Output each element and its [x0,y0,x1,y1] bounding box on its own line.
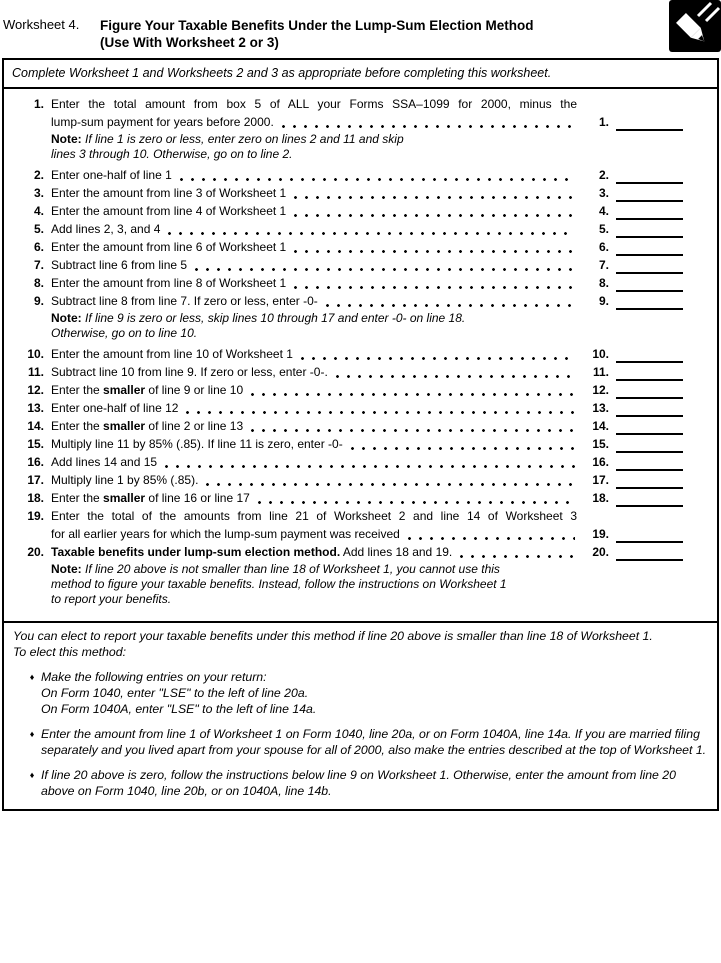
line-text [51,256,577,274]
line-label: Add lines 14 and 15 [51,455,158,469]
note-line: to report your benefits. [51,592,172,606]
worksheet-box [2,58,719,811]
worksheet-line [8,202,683,220]
answer-line-number: 17. [592,473,609,487]
line-text-row [51,202,577,220]
line-text-row [51,435,577,453]
line-label: Multiply line 1 by 85% (.85). [51,473,199,487]
line-note [51,311,563,341]
worksheet-label: Worksheet 4. [3,17,80,32]
dot-leader [408,529,575,543]
answer-line-number: 18. [592,491,609,505]
worksheet-title-line1: Figure Your Taxable Benefits Under the Lump-Sum Election Method [100,18,534,33]
line-text [51,507,577,543]
election-paragraph: You can elect to report your taxable benefits under this method if line 20 above is smaller than line 18 of Worksheet 1. [13,629,653,643]
line-text-row [51,345,577,363]
line-label: for all earlier years for which the lump-sum payment was received [51,527,400,541]
line-text [51,381,577,399]
worksheet-line [8,417,683,435]
line-number: 6. [33,240,44,254]
worksheet-line [8,220,683,238]
line-number: 19. [27,509,44,523]
answer-blank [616,257,683,274]
answer-line-number: 20. [592,545,609,559]
election-instructions [4,623,717,809]
answer-blank [616,364,683,381]
line-text-row [51,238,577,256]
answer-line-number: 2. [598,168,609,182]
answer-blank [616,400,683,417]
line-text-row [51,292,577,310]
line-number: 13. [27,401,44,415]
dot-leader [251,385,575,399]
line-text-row [51,453,577,471]
line-text [51,417,577,435]
line-number: 11. [27,365,44,379]
line-text [51,274,577,292]
line-text [51,399,577,417]
answer-line-number: 3. [598,186,609,200]
line-text-row [51,166,577,184]
dot-leader [460,547,575,561]
dot-leader [186,403,575,417]
worksheet-line [8,399,683,417]
answer-line-number: 9. [598,294,609,308]
line-text-row [51,471,577,489]
dot-leader [251,421,575,435]
line-label: Taxable benefits under lump-sum election method. Add lines 18 and 19. [51,545,453,559]
line-text [51,95,577,131]
line-number: 16. [27,455,44,469]
line-text-row [51,220,577,238]
line-text-row: Enter the total amount from box 5 of ALL your Forms SSA–1099 for 2000, minus the [51,97,577,111]
bullet-item [13,726,709,758]
answer-line-number: 6. [598,240,609,254]
answer-blank [616,185,683,202]
line-number: 2. [33,168,44,182]
answer-line-number: 19. [592,527,609,541]
line-text-row [51,184,577,202]
line-label: Enter the amount from line 8 of Worksheet 1 [51,276,287,290]
worksheet-line [8,184,683,202]
line-number: 3. [33,186,44,200]
dot-leader [195,260,575,274]
line-label: Enter the amount from line 10 of Worksheet 1 [51,347,293,361]
dot-leader [301,349,575,363]
answer-line-number: 7. [598,258,609,272]
line-text [51,238,577,256]
dot-leader [336,367,575,381]
worksheet-line [8,256,683,274]
line-label: Enter the smaller of line 2 or line 13 [51,419,244,433]
worksheet-line [8,507,683,543]
answer-blank [616,346,683,363]
line-text-row [51,543,577,561]
line-note [51,132,563,162]
line-number: 12. [27,383,44,397]
line-label: Enter the amount from line 3 of Worksheet 1 [51,186,287,200]
dot-leader [294,188,575,202]
bullet-text [41,726,709,758]
line-text [51,220,577,238]
worksheet-line [8,345,683,363]
bullet-text-line: If line 20 above is zero, follow the instructions below line 9 on Worksheet 1. Otherwise, enter the amount from line 20 above on Form 1040, line 20b, or on 1040A, line 14b. [41,768,676,798]
line-label: Enter the amount from line 6 of Worksheet 1 [51,240,287,254]
line-label: Enter the smaller of line 9 or line 10 [51,383,244,397]
worksheet-line [8,453,683,471]
bullet-item [13,669,709,717]
line-text [51,166,577,184]
note-line: Note: If line 1 is zero or less, enter zero on lines 2 and 11 and skip [51,132,404,146]
line-number: 5. [33,222,44,236]
worksheet-line [8,274,683,292]
bullet-text-line: On Form 1040, enter "LSE" to the left of line 20a. [41,686,309,700]
answer-blank [616,436,683,453]
answer-blank [616,490,683,507]
answer-line-number: 15. [592,437,609,451]
worksheet-line [8,238,683,256]
worksheet-line [8,543,683,561]
bullet-text [41,669,709,717]
line-note [51,562,563,607]
line-number: 4. [33,204,44,218]
line-label: Subtract line 10 from line 9. If zero or less, enter -0-. [51,365,328,379]
answer-blank [616,418,683,435]
election-paragraph: To elect this method: [13,645,127,659]
line-text [51,363,577,381]
note-line: lines 3 through 10. Otherwise, go on to line 2. [51,147,293,161]
answer-blank [616,526,683,543]
worksheet-line [8,95,683,131]
line-label: lump-sum payment for years before 2000. [51,115,274,129]
line-number: 14. [27,419,44,433]
line-label: Subtract line 8 from line 7. If zero or less, enter -0- [51,294,318,308]
dot-leader [180,170,575,184]
answer-line-number: 13. [592,401,609,415]
answer-blank [616,114,683,131]
dot-leader [165,457,575,471]
answer-blank [616,472,683,489]
worksheet-header [0,0,721,58]
worksheet-line [8,381,683,399]
note-line: Otherwise, go on to line 10. [51,326,198,340]
line-label: Multiply line 11 by 85% (.85). If line 11 is zero, enter -0- [51,437,343,451]
line-number: 18. [27,491,44,505]
bullet-icon: ♦ [29,770,35,780]
line-number: 10. [27,347,44,361]
bullet-item [13,767,709,799]
answer-blank [616,221,683,238]
intro-text: Complete Worksheet 1 and Worksheets 2 and 3 as appropriate before completing this worksheet. [12,66,552,80]
bullet-text [41,767,709,799]
line-number: 20. [27,545,44,559]
bullet-icon: ♦ [29,729,35,739]
bullet-text-line: Enter the amount from line 1 of Worksheet 1 on Form 1040, line 20a, or on Form 1040A, line 14a. If you are married filing separately and you lived apart from your spouse for all of 2000, also make the entries described at the top of Worksheet 1. [41,727,707,757]
line-number: 8. [33,276,44,290]
line-label: Add lines 2, 3, and 4 [51,222,161,236]
worksheet-title [100,17,640,51]
bullet-text-line: On Form 1040A, enter "LSE" to the left of line 14a. [41,702,317,716]
answer-line-number: 4. [598,204,609,218]
line-text-row [51,363,577,381]
dot-leader [206,475,575,489]
line-text [51,471,577,489]
bullet-icon: ♦ [29,672,35,682]
line-text [51,202,577,220]
dot-leader [351,439,575,453]
answer-blank [616,544,683,561]
answer-line-number: 12. [592,383,609,397]
line-text-row: Enter the total of the amounts from line 21 of Worksheet 2 and line 14 of Worksheet 3 [51,509,577,523]
line-label: Enter one-half of line 1 [51,168,172,182]
worksheet-line [8,435,683,453]
line-text-row [51,489,577,507]
line-number: 7. [33,258,44,272]
intro-instruction [4,60,717,89]
line-text-row [51,399,577,417]
answer-blank [616,203,683,220]
line-text-row [51,274,577,292]
answer-blank [616,275,683,292]
answer-blank [616,167,683,184]
line-label: Enter the smaller of line 16 or line 17 [51,491,250,505]
worksheet-line [8,489,683,507]
answer-line-number: 8. [598,276,609,290]
line-text [51,345,577,363]
answer-line-number: 5. [598,222,609,236]
line-text [51,489,577,507]
note-line: Note: If line 20 above is not smaller than line 18 of Worksheet 1, you cannot use this [51,562,500,576]
line-label: Enter one-half of line 12 [51,401,179,415]
bullet-text-line: Make the following entries on your return: [41,670,267,684]
line-text-row [51,113,577,131]
answer-line-number: 16. [592,455,609,469]
answer-line-number: 1. [598,115,609,129]
line-text [51,184,577,202]
worksheet-line [8,471,683,489]
answer-blank [616,454,683,471]
dot-leader [294,206,575,220]
line-text [51,292,577,310]
line-text [51,453,577,471]
line-label: Subtract line 6 from line 5 [51,258,188,272]
pencil-icon [669,0,721,52]
note-line: method to figure your taxable benefits. Instead, follow the instructions on Worksheet 1 [51,577,507,591]
worksheet-line [8,292,683,310]
answer-blank [616,382,683,399]
dot-leader [294,242,575,256]
answer-line-number: 10. [592,347,609,361]
line-number: 9. [33,294,44,308]
dot-leader [282,117,575,131]
line-text-row [51,381,577,399]
answer-blank [616,293,683,310]
line-number: 15. [27,437,44,451]
line-text-row [51,525,577,543]
worksheet-line [8,166,683,184]
line-label: Enter the amount from line 4 of Worksheet 1 [51,204,287,218]
worksheet-title-line2: (Use With Worksheet 2 or 3) [100,35,279,50]
line-text [51,435,577,453]
dot-leader [326,296,575,310]
line-text [51,543,577,561]
note-line: Note: If line 9 is zero or less, skip lines 10 through 17 and enter -0- on line 18. [51,311,466,325]
answer-line-number: 11. [592,365,609,379]
dot-leader [294,278,575,292]
worksheet-lines [4,89,717,623]
dot-leader [258,493,575,507]
worksheet-line [8,363,683,381]
answer-line-number: 14. [592,419,609,433]
answer-blank [616,239,683,256]
line-number: 1. [33,97,44,111]
line-text-row [51,417,577,435]
dot-leader [168,224,575,238]
line-text-row [51,256,577,274]
line-number: 17. [27,473,44,487]
